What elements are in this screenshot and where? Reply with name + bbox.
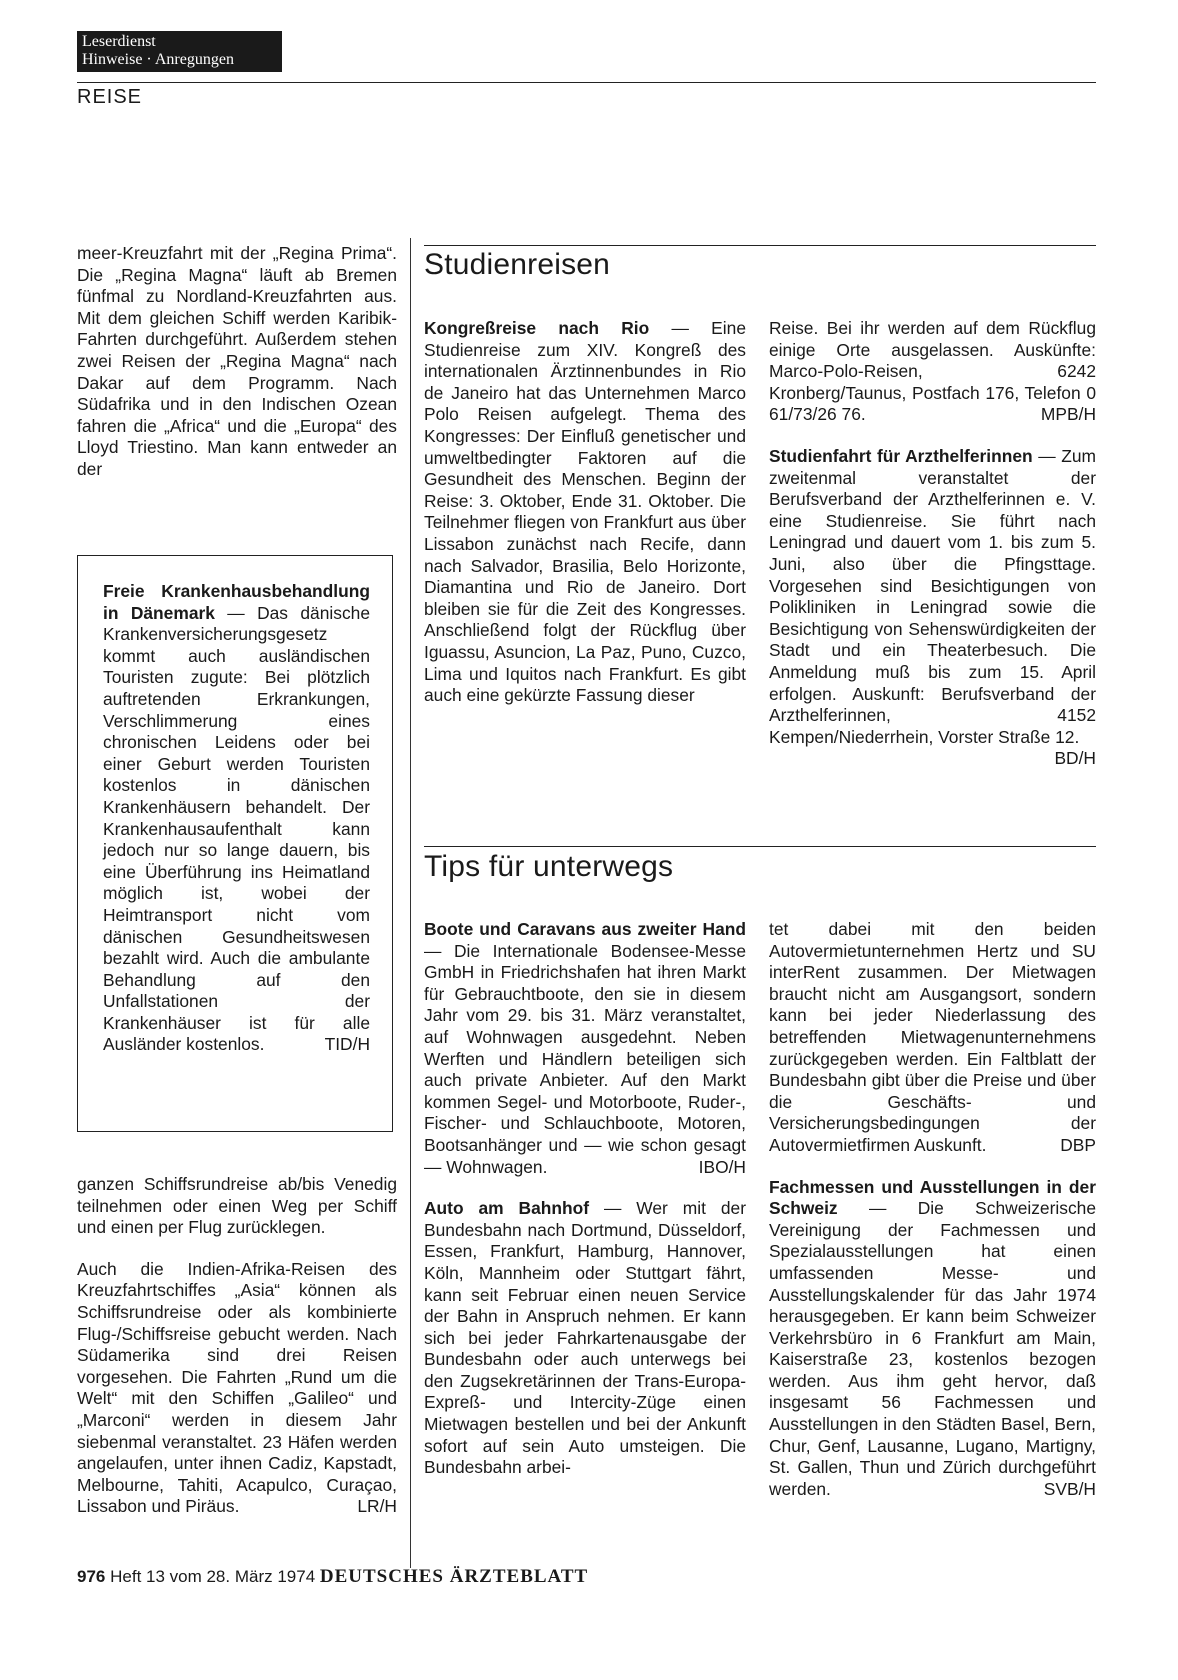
auto-continued: tet dabei mit den beiden Autovermietunternehmen Hertz und SU interRent zusammen. Der Mietwagen braucht nicht am Ausgangsort, sondern kann bei jeder Niederlassung des betreffenden Mietwagenunternehmens zurückgegeben werden. Ein Faltblatt der Bundesbahn gibt über die Preise und über die Geschäfts- und Versicherungsbedingungen der Autovermietfirmen Auskunft.	[769, 919, 1096, 1155]
left-bottom-signature: LR/H	[357, 1496, 397, 1517]
journal-name: DEUTSCHES ÄRZTEBLATT	[319, 1566, 589, 1587]
studienreisen-column-1	[424, 318, 746, 707]
denmark-signature: TID/H	[324, 1034, 370, 1055]
left-column-bottom	[77, 1174, 397, 1518]
denmark-article	[103, 581, 370, 1056]
issue-info: Heft 13 vom 28. März 1974	[110, 1567, 316, 1586]
studienreisen-column-2	[769, 318, 1096, 770]
header-line-2: Hinweise · Anregungen	[82, 51, 234, 68]
studienreisen-title: Studienreisen	[424, 248, 611, 281]
page-footer	[77, 1566, 588, 1588]
arzthelferinnen-signature: BD/H	[1054, 748, 1096, 769]
arzthelferinnen-heading: Studienfahrt für Arzthelferinnen	[769, 445, 1033, 466]
left-top-text: meer-Kreuzfahrt mit der „Regina Prima“. Die „Regina Magna“ läuft ab Bremen fünfmal zu Nordland-Kreuzfahrten aus. Mit dem gleichen Schiff werden Karibik-Fahrten durchgeführt. Außerdem stehen zwei Reisen der „Regina Magna“ nach Dakar auf dem Programm. Nach Südafrika und in den Indischen Ozean fahren die „Africa“ und die „Europa“ des Lloyd Triestino. Man kann entweder an der	[77, 243, 397, 479]
left-bottom-p2: Auch die Indien-Afrika-Reisen des Kreuzfahrtschiffes „Asia“ können als Schiffsrundreise oder als kombinierte Flug-/Schiffsreise gebucht werden. Nach Südamerika sind drei Reisen vorgesehen. Die Fahrten „Rund um die Welt“ mit den Schiffen „Galileo“ und „Marconi“ werden in diesem Jahr siebenmal veranstaltet. 23 Häfen werden angelaufen, unter ihnen Cadiz, Kapstadt, Melbourne, Tahiti, Acapulco, Curaçao, Lissabon und Piräus.	[77, 1258, 397, 1517]
denmark-heading: Freie Krankenhausbehandlung in Dänemark	[103, 581, 370, 623]
header-box	[77, 31, 282, 72]
fachmessen-body: — Die Schweizerische Vereinigung der Fachmessen und Spezialausstellungen hat einen umfassenden Messe- und Ausstellungskalender für das Jahr 1974 herausgegeben. Er kann beim Schweizer Verkehrsbüro in 6 Frankfurt am Main, Kaiserstraße 23, kostenlos bezogen werden. Aus ihm geht hervor, daß insgesamt 56 Fachmessen und Ausstellungen in den Städten Basel, Bern, Chur, Genf, Lausanne, Lugano, Martigny, St. Gallen, Thun und Zürich durchgeführt werden.	[769, 1198, 1096, 1499]
tips-column-2	[769, 919, 1096, 1500]
left-bottom-p1: ganzen Schiffsrundreise ab/bis Venedig teilnehmen oder einen Weg per Schiff und einen per Flug zurücklegen.	[77, 1174, 397, 1238]
kongress-heading: Kongreßreise nach Rio	[424, 318, 650, 338]
tips-column-1	[424, 919, 746, 1479]
auto-heading: Auto am Bahnhof	[424, 1198, 590, 1219]
boote-heading: Boote und Caravans aus zweiter Hand	[424, 919, 746, 939]
section-label: REISE	[77, 86, 143, 108]
boote-body: — Die Internationale Bodensee-Messe GmbH in Friedrichshafen hat ihren Markt für Gebrauchtboote, den sie in diesem Jahr vom 29. bis 31. März veranstaltet, auf Wohnwagen ausgedehnt. Neben Werften und Händlern beteiligen sich auch private Anbieter. Auf den Markt kommen Segel- und Motorboote, Ruder-, Fischer- und Schlauchboote, Motoren, Bootsanhänger und — wie schon gesagt — Wohnwagen.	[424, 940, 746, 1177]
column-divider	[410, 238, 411, 1568]
arzthelferinnen-body: — Zum zweitenmal veranstaltet der Berufsverband der Arzthelferinnen e. V. eine Studienreise. Sie führt nach Leningrad und dauert vom 1. bis zum 5. Juni, also über die Pfingsttage. Vorgesehen sind Besichtigungen von Polikliniken in Leningrad sowie die Besichtigung von Sehenswürdigkeiten der Stadt und ein Theaterbesuch. Die Anmeldung muß bis zum 15. April erfolgen. Auskunft: Berufsverband der Arzthelferinnen, 4152 Kempen/Niederrhein, Vorster Straße 12.	[769, 445, 1096, 747]
left-column-top	[77, 243, 397, 481]
studienreisen-rule	[424, 245, 1096, 246]
boote-signature: IBO/H	[698, 1156, 746, 1177]
fachmessen-signature: SVB/H	[1043, 1478, 1096, 1499]
kongress-body: — Eine Studienreise zum XIV. Kongreß des internationalen Ärztinnenbundes in Rio de Janeiro hat das Unternehmen Marco Polo Reisen aufgelegt. Thema des Kongresses: Der Einfluß genetischer und umweltbedingter Faktoren auf die Gesundheit des Menschen. Beginn der Reise: 3. Oktober, Ende 31. Oktober. Die Teilnehmer fliegen von Frankfurt aus über Lissabon zunächst nach Recife, dann nach Salvador, Brasilia, Belo Horizonte, Diamantina und Rio de Janeiro. Dort bleiben sie für die Zeit des Kongresses. Anschließend folgt der Rückflug über Iguassu, Asuncion, La Paz, Puno, Cuzco, Lima und Iquitos nach Frankfurt. Es gibt auch eine gekürzte Fassung dieser	[424, 318, 746, 706]
kongress-continued: Reise. Bei ihr werden auf dem Rückflug einige Orte ausgelassen. Auskünfte: Marco-Polo-Reisen, 6242 Kronberg/Taunus, Postfach 176, Telefon 0 61/73/26 76.	[769, 318, 1096, 425]
auto-body: — Wer mit der Bundesbahn nach Dortmund, Düsseldorf, Essen, Frankfurt, Hamburg, Hannover, Köln, Mannheim oder Stuttgart fährt, kann seit Februar einen neuen Service der Bahn in Anspruch nehmen. Er kann sich bei jeder Fahrkartenausgabe der Bundesbahn oder auch unterwegs bei den Zugsekretärinnen der Trans-Europa-Expreß- und Intercity-Züge einen Mietwagen bestellen und bei der Ankunft sofort auf sein Auto umsteigen. Die Bundesbahn arbei-	[424, 1198, 746, 1478]
tips-title: Tips für unterwegs	[424, 850, 674, 883]
header-rule	[77, 82, 1096, 83]
kongress-signature: MPB/H	[1040, 404, 1096, 425]
auto-signature: DBP	[1060, 1134, 1096, 1155]
fachmessen-heading: Fachmessen und Ausstellungen in der Schweiz	[769, 1176, 1096, 1219]
page-number: 976	[77, 1567, 106, 1586]
header-line-1: Leserdienst	[82, 33, 156, 50]
denmark-body: — Das dänische Krankenversicherungsgesetz kommt auch ausländischen Touristen zugute: Bei plötzlich auftretenden Erkrankungen, Verschlimmerung eines chronischen Leidens oder bei einer Geburt werden Touristen kostenlos in dänischen Krankenhäusern behandelt. Der Krankenhausaufenthalt kann jedoch nur so lange dauern, bis eine Überführung ins Heimatland möglich ist, wobei der Heimtransport nicht vom dänischen Gesundheitswesen bezahlt wird. Auch die ambulante Behandlung auf den Unfallstationen der Krankenhäuser ist für alle Ausländer kostenlos.	[103, 602, 370, 1055]
tips-rule	[424, 846, 1096, 847]
